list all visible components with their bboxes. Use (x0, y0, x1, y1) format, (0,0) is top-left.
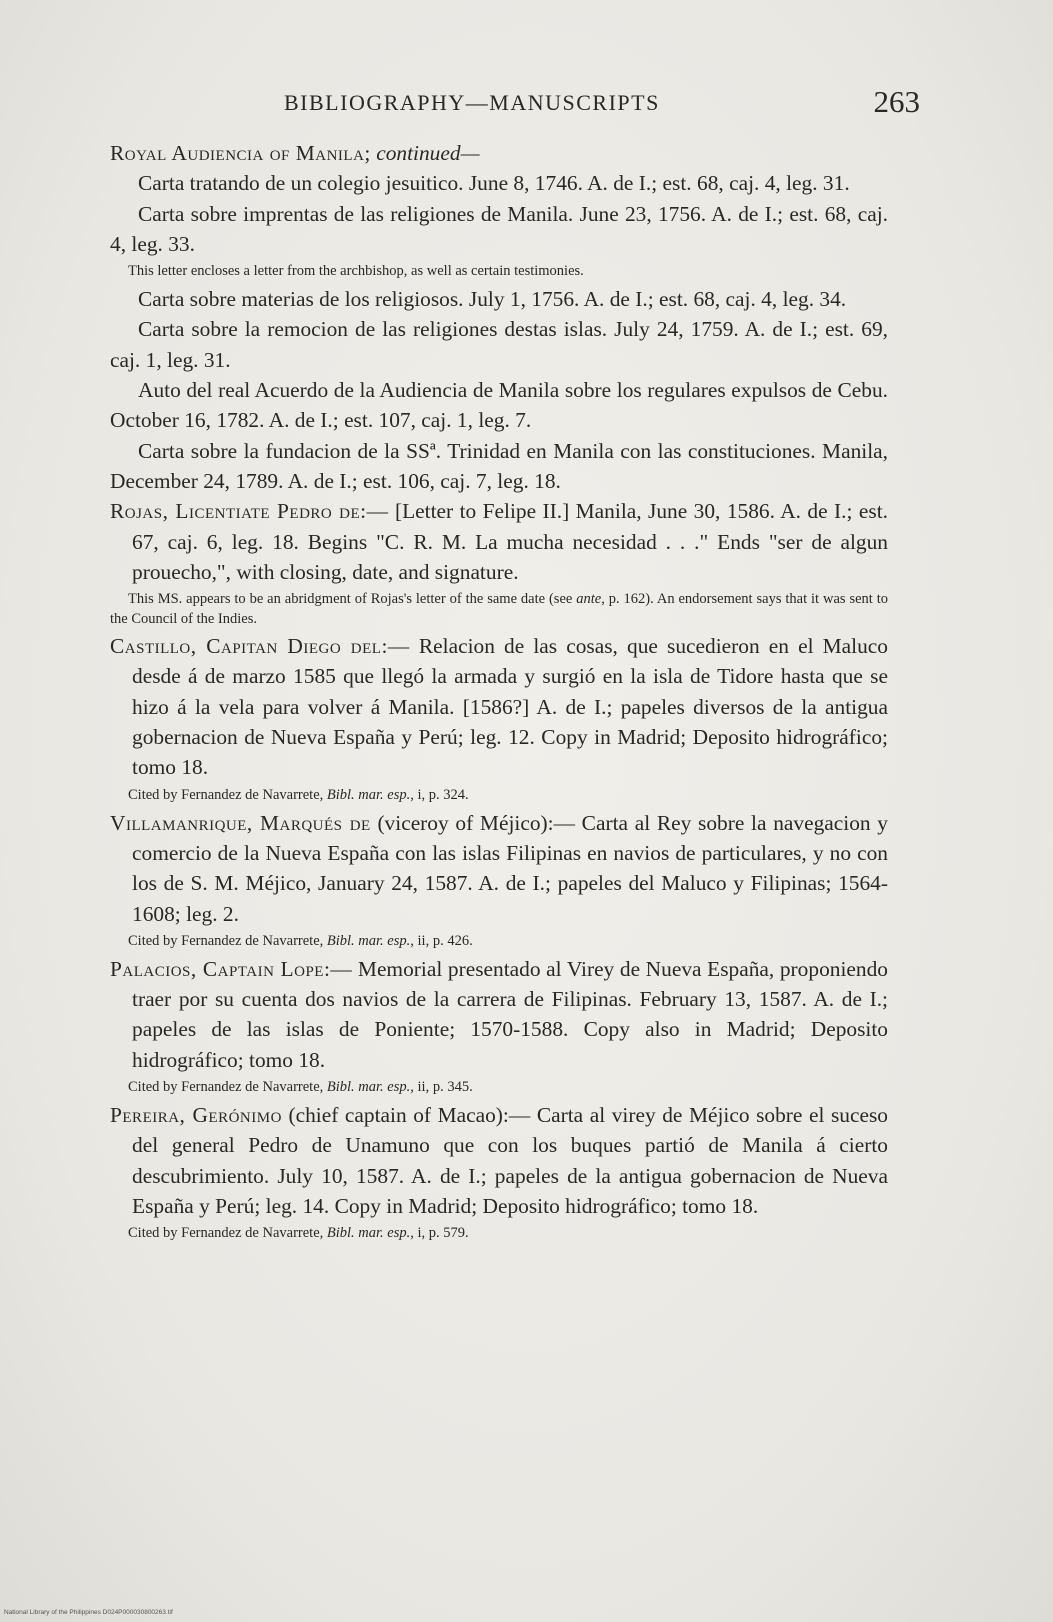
entry-citation (110, 1223, 888, 1243)
bibliography-body (110, 138, 888, 1246)
entry-rojas (110, 496, 888, 587)
entry-author: Royal Audiencia of Manila; (110, 141, 371, 165)
citation-text: , ii, p. 426. (410, 932, 473, 949)
note-text: , p. 162). An endorsement says that it was sent to the Council of the Indies. (110, 591, 889, 628)
entry-author: Palacios, Captain Lope:— (110, 956, 353, 981)
entry-text: Relacion de las cosas, que sucedieron en el Maluco desde á de marzo 1585 que llegó la armada y surgió en la isla de Tidore hasta que se hizo á la vela para volver á Manila. [1586?] A. de I.; papeles diversos de la antigua gobernacion de Nueva España y Perú; leg. 12. Copy in Madrid; Deposito hidrográfico; tomo 18. (132, 634, 888, 780)
entry-royal-audiencia (110, 138, 888, 168)
list-item: Carta sobre imprentas de las religiones de Manila. June 23, 1756. A. de I.; est. 68, caj. 4, leg. 33. (110, 201, 888, 256)
citation-title: Bibl. mar. esp. (326, 1079, 411, 1096)
entry-citation (110, 931, 888, 951)
entry-author-suffix: continued— (376, 141, 480, 165)
citation-text: , i, p. 324. (410, 786, 469, 803)
list-item: Carta tratando de un colegio jesuitico. June 8, 1746. A. de I.; est. 68, caj. 4, leg. 31. (138, 171, 850, 196)
entry-note: This letter encloses a letter from the archbishop, as well as certain testimonies. (128, 263, 584, 280)
entry-villamanrique (110, 808, 888, 929)
page-number: 263 (873, 84, 920, 119)
entry-text: (chief captain of Macao):— Carta al virey de Méjico sobre el suceso del general Pedro de Unamuno que con los buques partió de Manila á cierto descubrimiento. July 10, 1587. A. de I.; papeles de la antigua gobernacion de Nueva España y Perú; leg. 14. Copy in Madrid; Deposito hidrográfico; tomo 18. (132, 1103, 889, 1218)
citation-text: Cited by Fernandez de Navarrete, (128, 1225, 324, 1242)
citation-title: Bibl. mar. esp. (326, 786, 411, 803)
citation-text: Cited by Fernandez de Navarrete, (128, 786, 324, 803)
citation-text: Cited by Fernandez de Navarrete, (128, 1079, 324, 1096)
entry-author: Pereira, Gerónimo (110, 1103, 282, 1128)
entry-citation (110, 1077, 888, 1097)
entry-castillo (110, 631, 888, 782)
entry-text: [Letter to Felipe II.] Manila, June 30, 1586. A. de I.; est. 67, caj. 6, leg. 18. Begins "C. R. M. La mucha necesidad . . ." Ends "ser de algun prouecho,", with closing, date, and signature. (132, 499, 888, 584)
entry-author: Villamanrique, Marqués de (110, 810, 371, 835)
citation-title: Bibl. mar. esp. (326, 1225, 411, 1242)
note-italic: ante (576, 591, 602, 608)
entry-author: Castillo, Capitan Diego del:— (110, 634, 410, 659)
list-item: Carta sobre la fundacion de la SSª. Trinidad en Manila con las constituciones. Manila, December 24, 1789. A. de I.; est. 106, caj. 7, leg. 18. (110, 438, 888, 493)
entry-text: Memorial presentado al Virey de Nueva España, proponiendo traer por su cuenta dos navios de la carrera de Filipinas. February 13, 1587. A. de I.; papeles de las islas de Poniente; 1570-1588. Copy also in Madrid; Deposito hidrográfico; tomo 18. (132, 956, 888, 1072)
citation-text: , ii, p. 345. (410, 1079, 473, 1096)
list-item: Auto del real Acuerdo de la Audiencia de Manila sobre los regulares expulsos de Cebu. October 16, 1782. A. de I.; est. 107, caj. 1, leg. 7. (110, 378, 888, 433)
citation-title: Bibl. mar. esp. (326, 932, 411, 949)
entry-text: (viceroy of Méjico):— Carta al Rey sobre la navegacion y comercio de la Nueva España con las islas Filipinas en navios de particulares, y no con los de S. M. Méjico, January 24, 1587. A. de I.; papeles del Maluco y Filipinas; 1564-1608; leg. 2. (132, 810, 888, 926)
citation-text: , i, p. 579. (410, 1225, 469, 1242)
entry-citation (110, 785, 888, 805)
entry-note (110, 589, 888, 629)
note-text: This MS. appears to be an abridgment of Rojas's letter of the same date (see (128, 591, 573, 608)
scan-footer: National Library of the Philippines D024P000030800263.tif (4, 1609, 173, 1616)
list-item: Carta sobre la remocion de las religiones destas islas. July 24, 1759. A. de I.; est. 69, caj. 1, leg. 31. (110, 317, 888, 372)
running-head: BIBLIOGRAPHY—MANUSCRIPTS (284, 90, 660, 115)
entry-author: Rojas, Licentiate Pedro de:— (110, 499, 389, 524)
entry-palacios (110, 954, 888, 1075)
entry-pereira (110, 1100, 888, 1221)
citation-text: Cited by Fernandez de Navarrete, (128, 932, 324, 949)
page-header (110, 84, 920, 124)
list-item: Carta sobre materias de los religiosos. July 1, 1756. A. de I.; est. 68, caj. 4, leg. 34. (138, 287, 847, 312)
